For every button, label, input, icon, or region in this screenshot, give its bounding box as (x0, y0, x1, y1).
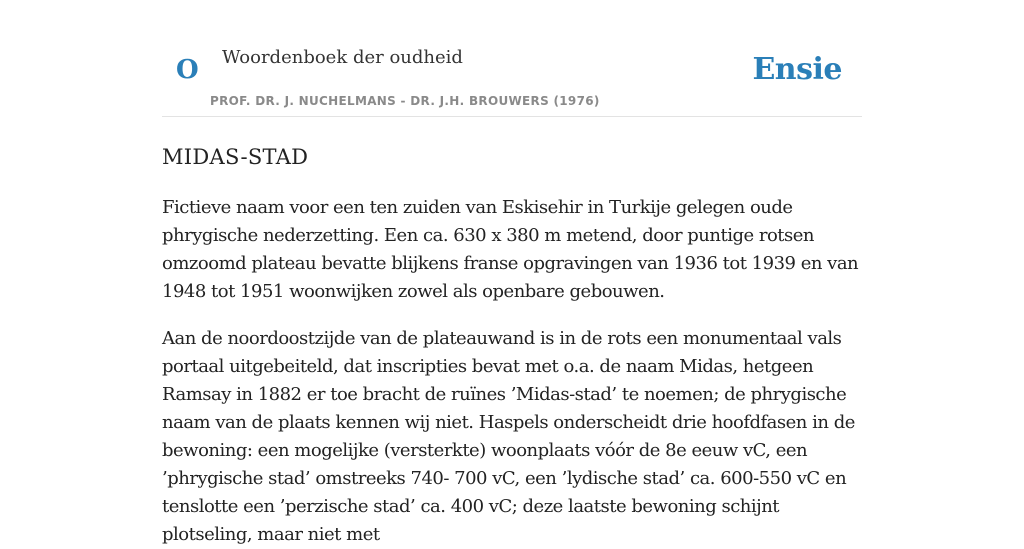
entry-paragraph-2: Aan de noordoostzijde van de plateauwand is in de rots een monumentaal vals portaal uitgebeiteld, dat inscripties bevat met o.a. de naam Midas, hetgeen Ramsay in 1882 er toe bracht de ruïnes ’Midas-stad’ te noemen; de phrygische naam van de plaats kennen wij niet. Haspels onderscheidt drie hoofdfasen in de bewoning: een mogelijke (versterkte) woonplaats vóór de 8e eeuw vC, een ’phrygische stad’ omstreeks 740- 700 vC, een ’lydische stad’ ca. 600-550 vC en tenslotte een ’perzische stad’ ca. 400 vC; deze laatste bewoning schijnt plotseling, maar niet met (162, 328, 855, 545)
article-container (162, 0, 862, 549)
letter-index[interactable]: O (176, 55, 199, 85)
entry-title: MIDAS-STAD (162, 145, 309, 169)
entry-paragraph-1: Fictieve naam voor een ten zuiden van Eskisehir in Turkije gelegen oude phrygische nederzetting. Een ca. 630 x 380 m metend, door puntige rotsen omzoomd plateau bevatte blijkens franse opgravingen van 1936 tot 1939 en van 1948 tot 1951 woonwijken zowel als openbare gebouwen. (162, 197, 859, 302)
book-title[interactable]: Woordenboek der oudheid (222, 47, 463, 68)
source-header (162, 0, 862, 117)
brand-logo[interactable]: Ensie (752, 52, 842, 87)
book-authors: PROF. DR. J. NUCHELMANS - DR. J.H. BROUWERS (1976) (210, 94, 600, 108)
